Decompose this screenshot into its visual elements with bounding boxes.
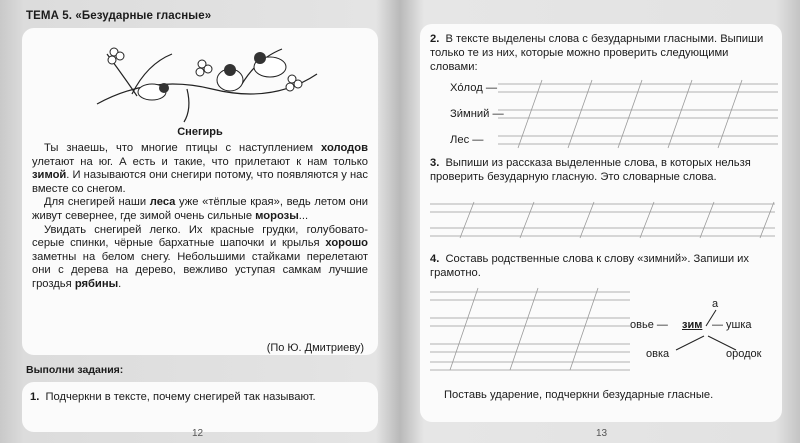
task3 <box>430 156 770 184</box>
bullfinch-illustration <box>92 34 322 124</box>
task1-text: Подчеркни в тексте, почему снегирей так называют. <box>45 391 316 403</box>
task2-writing-grid[interactable] <box>498 76 778 156</box>
highlighted-word: морозы <box>255 209 299 222</box>
highlighted-word: хорошо <box>325 237 368 250</box>
check-word-2: Зи́мний — <box>450 108 504 120</box>
highlighted-word: рябины <box>74 277 119 290</box>
word-tree-bottom-left: овка <box>646 348 670 360</box>
word-tree-root: зим <box>682 319 703 331</box>
task3-text: Выпиши из рассказа выделенные слова, в которых нельзя проверить безударную гласную. Это словарные слова. <box>430 157 751 183</box>
story-paragraph: Для снегирей наши леса уже «тёплые края», ведь летом они живут севернее, где зимой очень сильные морозы... <box>32 196 368 222</box>
story-card <box>22 28 378 355</box>
topic-heading: ТЕМА 5. «Безударные гласные» <box>26 10 212 22</box>
story-paragraph: Увидать снегирей легко. Их красные грудки, голубовато-серые спинки, чёрные бархатные шапочки и крылья хорошо заметны на белом снегу. Небольшими стайками перелетают они с дерева на дерево, вежливо уступая самкам лучшие гроздья рябины. <box>32 223 368 290</box>
highlighted-word: леса <box>149 196 176 209</box>
tasks-heading: Выполни задания: <box>26 364 124 376</box>
story-title: Снегирь <box>177 126 223 138</box>
task3-writing-grid[interactable] <box>430 200 775 240</box>
word-tree-left: овье — <box>630 319 668 331</box>
exercise-card <box>420 24 782 422</box>
word-tree-bottom-right: ородок <box>726 348 762 360</box>
highlighted-word: холодов <box>321 142 368 154</box>
story-author: (По Ю. Дмитриеву) <box>266 342 364 354</box>
story-paragraph: Ты знаешь, что многие птицы с наступлением холодов улетают на юг. А есть и такие, что прилетают к нам только зимой. И называются они снегири потому, что появляются у нас вместе со снегом. <box>32 142 368 195</box>
check-word-1: Хо́лод — <box>450 82 498 94</box>
check-word-3: Лес — <box>450 134 484 146</box>
task1 <box>30 390 364 404</box>
page-number-right: 13 <box>596 428 608 439</box>
task2-number: 2. <box>430 33 440 45</box>
task2 <box>430 32 770 74</box>
word-tree-right: — ушка <box>712 319 752 331</box>
word-tree-top: а <box>712 298 719 310</box>
right-page <box>402 0 800 443</box>
task4-number: 4. <box>430 253 440 265</box>
task3-number: 3. <box>430 157 440 169</box>
task2-text: В тексте выделены слова с безударными гласными. Выпиши только те из них, которые можно проверить следующими словами: <box>430 33 764 73</box>
page-number-left: 12 <box>192 428 204 439</box>
final-instruction: Поставь ударение, подчеркни безударные гласные. <box>444 389 714 401</box>
story-text <box>32 142 368 292</box>
left-page <box>0 0 398 443</box>
task4-text: Составь родственные слова к слову «зимний». Запиши их грамотно. <box>430 253 750 279</box>
task4 <box>430 252 770 280</box>
task1-card <box>22 382 378 432</box>
highlighted-word: зимой <box>32 169 67 182</box>
task1-number: 1. <box>30 391 40 403</box>
